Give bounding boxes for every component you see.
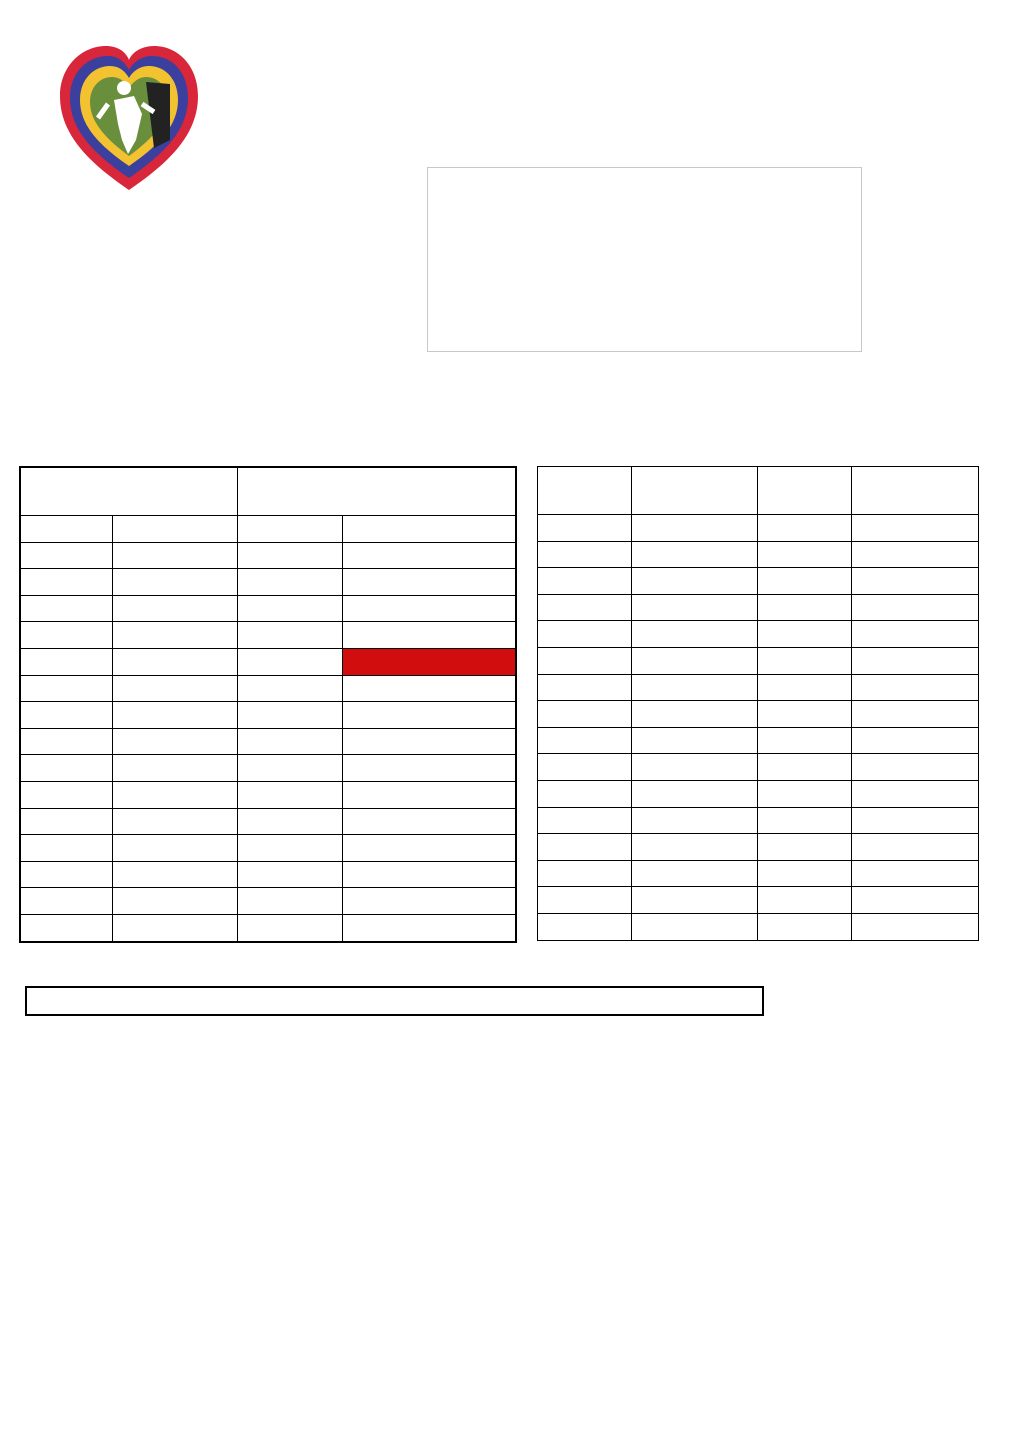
- schedule-row: [20, 835, 516, 862]
- schedule-cell: [632, 913, 758, 940]
- association-heart-logo: [58, 44, 200, 192]
- schedule-cell: [237, 542, 342, 569]
- schedule-row: [20, 728, 516, 755]
- schedule-cell: [112, 569, 237, 596]
- address-box: [427, 167, 862, 352]
- schedule-row: [538, 621, 979, 648]
- schedule-cell: [20, 755, 112, 782]
- schedule-row: [538, 674, 979, 701]
- schedule-cell: [237, 675, 342, 702]
- schedule-cell: [112, 808, 237, 835]
- schedule-row: [538, 834, 979, 861]
- schedule-cell: [632, 621, 758, 648]
- schedule-row: [20, 861, 516, 888]
- schedule-row: [20, 808, 516, 835]
- wednesday-schedule-table: [19, 466, 517, 943]
- places-note: [26, 987, 763, 1015]
- schedule-cell: [112, 781, 237, 808]
- schedule-cell: [237, 569, 342, 596]
- schedule-cell: [237, 861, 342, 888]
- schedule-cell: [237, 781, 342, 808]
- schedule-cell: [112, 861, 237, 888]
- schedule-cell: [538, 541, 632, 568]
- friday-schedule-table: [537, 466, 979, 941]
- schedule-cell: [632, 647, 758, 674]
- schedule-cell: [112, 755, 237, 782]
- schedule-cell: [852, 807, 979, 834]
- schedule-cell: [538, 807, 632, 834]
- schedule-cell: [237, 516, 342, 543]
- schedule-row: [538, 594, 979, 621]
- friday-title: [538, 467, 632, 515]
- schedule-cell: [112, 914, 237, 941]
- schedule-cell: [342, 914, 516, 941]
- schedule-cell: [112, 675, 237, 702]
- wednesday-title: [20, 467, 237, 516]
- schedule-cell: [112, 835, 237, 862]
- schedule-cell: [632, 807, 758, 834]
- schedule-cell: [852, 515, 979, 542]
- schedule-cell: [538, 860, 632, 887]
- schedule-cell: [758, 647, 852, 674]
- schedule-cell: [852, 860, 979, 887]
- schedule-row: [20, 888, 516, 915]
- schedule-cell: [852, 621, 979, 648]
- schedule-cell: [758, 568, 852, 595]
- schedule-cell: [112, 702, 237, 729]
- schedule-cell: [758, 834, 852, 861]
- schedule-cell: [342, 861, 516, 888]
- schedule-cell: [758, 780, 852, 807]
- schedule-cell: [758, 515, 852, 542]
- schedule-cell: [20, 595, 112, 622]
- schedule-cell: [112, 595, 237, 622]
- meeting-places-table: [25, 986, 764, 1016]
- schedule-cell: [342, 516, 516, 543]
- schedule-cell: [237, 755, 342, 782]
- schedule-cell: [852, 754, 979, 781]
- schedule-row: [20, 622, 516, 649]
- schedule-cell: [632, 754, 758, 781]
- schedule-cell: [342, 781, 516, 808]
- schedule-cell: [758, 541, 852, 568]
- schedule-cell: [538, 887, 632, 914]
- schedule-cell: [852, 674, 979, 701]
- schedule-cell: [758, 727, 852, 754]
- schedule-row: [538, 807, 979, 834]
- schedule-cell: [112, 622, 237, 649]
- schedule-cell: [538, 674, 632, 701]
- schedule-cell: [852, 727, 979, 754]
- schedule-cell: [632, 515, 758, 542]
- schedule-cell: [632, 834, 758, 861]
- schedule-cell: [758, 621, 852, 648]
- schedule-cell: [20, 622, 112, 649]
- schedule-cell: [342, 569, 516, 596]
- schedule-cell: [112, 648, 237, 675]
- schedule-cell: [538, 701, 632, 728]
- schedule-cell: [112, 728, 237, 755]
- schedule-row: [20, 781, 516, 808]
- schedule-cell: [852, 647, 979, 674]
- schedule-cell: [632, 594, 758, 621]
- schedule-row: [538, 780, 979, 807]
- schedule-cell: [632, 887, 758, 914]
- schedule-cell: [342, 542, 516, 569]
- schedule-cell: [632, 674, 758, 701]
- schedule-cell: [342, 622, 516, 649]
- schedule-cell: [20, 861, 112, 888]
- schedule-cell: [758, 913, 852, 940]
- schedule-cell: [758, 754, 852, 781]
- schedule-cell: [852, 834, 979, 861]
- schedule-cell: [852, 887, 979, 914]
- schedule-cell: [342, 675, 516, 702]
- schedule-cell: [632, 780, 758, 807]
- schedule-row: [20, 648, 516, 675]
- schedule-cell: [632, 860, 758, 887]
- schedule-cell: [632, 701, 758, 728]
- schedule-row: [20, 542, 516, 569]
- schedule-row: [538, 568, 979, 595]
- schedule-cell: [237, 835, 342, 862]
- schedule-row: [538, 913, 979, 940]
- schedule-cell: [758, 594, 852, 621]
- schedule-cell: [758, 701, 852, 728]
- schedule-cell: [632, 568, 758, 595]
- schedule-row: [538, 860, 979, 887]
- schedule-cell: [758, 887, 852, 914]
- schedule-row: [20, 516, 516, 543]
- schedule-cell: [112, 542, 237, 569]
- schedule-cell: [538, 913, 632, 940]
- schedule-cell: [342, 595, 516, 622]
- schedule-cell: [538, 594, 632, 621]
- schedule-cell: [852, 594, 979, 621]
- schedule-cell: [852, 541, 979, 568]
- schedule-cell: [237, 808, 342, 835]
- schedule-cell: [538, 834, 632, 861]
- schedule-row: [20, 569, 516, 596]
- schedule-cell: [758, 674, 852, 701]
- schedule-cell: [342, 728, 516, 755]
- schedule-row: [20, 702, 516, 729]
- schedule-row: [538, 727, 979, 754]
- schedule-cell: [20, 781, 112, 808]
- schedule-cell: [342, 835, 516, 862]
- schedule-row: [538, 515, 979, 542]
- schedule-cell: [237, 648, 342, 675]
- schedule-cell: [852, 568, 979, 595]
- schedule-cell: [237, 914, 342, 941]
- schedule-cell: [20, 728, 112, 755]
- schedule-cell: [538, 754, 632, 781]
- schedule-cell: [20, 648, 112, 675]
- schedule-cell: [20, 569, 112, 596]
- schedule-cell: [112, 516, 237, 543]
- schedule-cell: [852, 780, 979, 807]
- schedule-cell: [342, 648, 516, 675]
- schedule-cell: [20, 675, 112, 702]
- schedule-cell: [538, 647, 632, 674]
- schedule-cell: [20, 808, 112, 835]
- schedule-cell: [538, 780, 632, 807]
- schedule-cell: [20, 542, 112, 569]
- schedule-row: [20, 914, 516, 941]
- schedule-cell: [20, 914, 112, 941]
- schedule-cell: [342, 702, 516, 729]
- intro-paragraph: [25, 408, 985, 458]
- schedule-cell: [237, 728, 342, 755]
- schedule-row: [20, 595, 516, 622]
- schedule-cell: [20, 702, 112, 729]
- schedule-cell: [538, 621, 632, 648]
- schedule-row: [538, 701, 979, 728]
- schedule-row: [538, 754, 979, 781]
- schedule-cell: [237, 702, 342, 729]
- schedule-cell: [237, 595, 342, 622]
- schedule-cell: [632, 541, 758, 568]
- schedule-cell: [632, 727, 758, 754]
- schedule-cell: [852, 701, 979, 728]
- schedule-cell: [538, 727, 632, 754]
- schedule-cell: [852, 913, 979, 940]
- schedule-cell: [20, 835, 112, 862]
- schedule-cell: [20, 888, 112, 915]
- schedule-cell: [342, 808, 516, 835]
- schedule-row: [20, 755, 516, 782]
- schedule-cell: [112, 888, 237, 915]
- schedule-cell: [758, 807, 852, 834]
- schedule-cell: [342, 888, 516, 915]
- schedule-cell: [237, 622, 342, 649]
- schedule-cell: [237, 888, 342, 915]
- schedule-row: [538, 541, 979, 568]
- schedule-row: [538, 887, 979, 914]
- schedule-cell: [538, 515, 632, 542]
- schedule-row: [538, 647, 979, 674]
- schedule-cell: [20, 516, 112, 543]
- schedule-cell: [758, 860, 852, 887]
- schedule-cell: [538, 568, 632, 595]
- schedule-cell: [342, 755, 516, 782]
- schedule-row: [20, 675, 516, 702]
